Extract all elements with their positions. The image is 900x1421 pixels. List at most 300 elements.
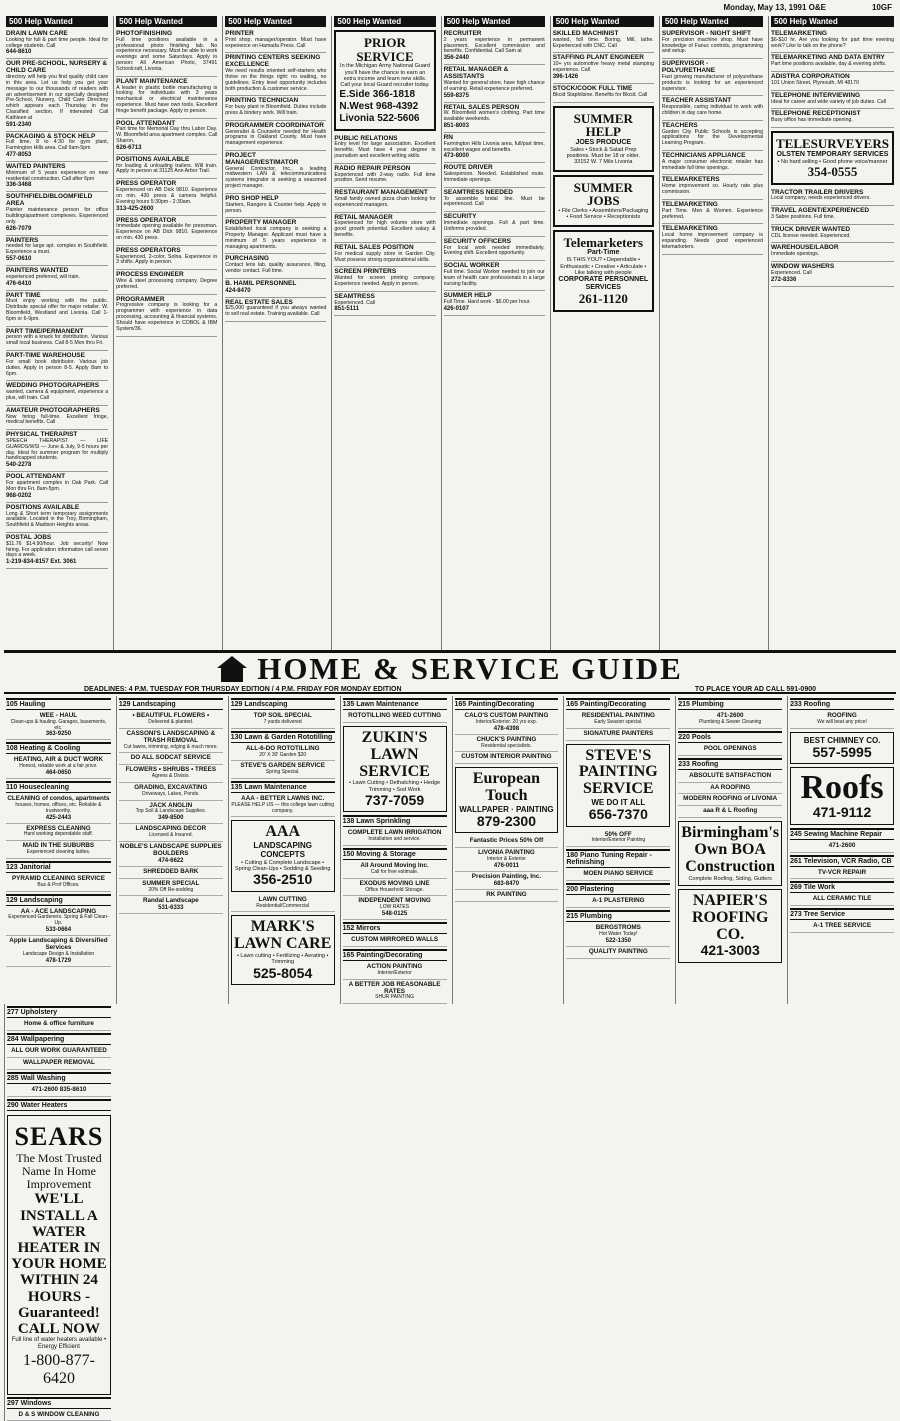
display-ad <box>231 915 335 985</box>
listing-text: Driveways, Lakes, Ponds. <box>142 790 200 797</box>
classified-ad <box>6 236 108 266</box>
display-ad <box>334 30 435 131</box>
classified-ad <box>116 246 217 270</box>
service-listing <box>6 936 111 967</box>
display-ad-subhead: JOES PRODUCE <box>575 138 632 146</box>
ad-body: Experienced with 2-way radio. Full time position. Send resume. <box>334 171 436 184</box>
classified-ad <box>444 261 545 291</box>
ad-body: 3 Sabre positions. Full time. <box>771 214 836 221</box>
ad-body: Wanted for general store, have high chance of earning. Retail experience preferred. <box>443 79 545 92</box>
service-listing <box>790 711 894 729</box>
listing-text: houses, homes, offices, etc. Reliable & trustworthy. <box>15 802 102 814</box>
classified-ad <box>444 188 545 212</box>
service-listing <box>790 921 894 933</box>
display-ad-text: • Cutting & Complete Landscape • Spring Clean-Ups • Sodding & Seeding <box>234 859 331 872</box>
ad-title: PRINTER <box>225 30 254 37</box>
ad-body: needed for large apt. complex in Southfield. Experience a must. <box>6 243 109 256</box>
ad-body: Experienced, 2-color, Solna. Experience in 3 shifts. Apply in person. <box>116 253 218 266</box>
display-ad <box>678 889 782 963</box>
ad-body: Print shop, manager/operator. Must have experience on Hamada Press. Call <box>225 36 327 49</box>
classified-ad <box>553 29 654 53</box>
classified-ad <box>334 267 435 291</box>
service-listing <box>6 824 111 842</box>
listing-name: LANDSCAPING DECOR <box>135 825 207 833</box>
classified-ad <box>444 291 545 316</box>
listing-phone: 474-6622 <box>158 857 184 864</box>
category-heading: 261 Television, VCR Radio, CB <box>790 855 894 867</box>
ad-phone: 559-8375 <box>443 92 469 99</box>
classified-ad <box>225 194 326 218</box>
classified-ad <box>225 298 326 322</box>
listing-phone: 478-4398 <box>493 725 520 732</box>
display-ad-headline: MARK'S LAWN CARE <box>234 918 332 953</box>
ad-body: 2 years experience in permanent placement. Excellent commission and benefits. Confidential. Call Sam at <box>443 36 545 55</box>
display-ad-phone: 879-2300 <box>476 813 537 830</box>
listing-text: Interior/Exterior Painting <box>591 837 646 844</box>
service-listing <box>566 830 670 848</box>
ad-title: POSITIONS AVAILABLE <box>116 155 190 163</box>
ad-phone: 591-2340 <box>6 121 32 128</box>
house-icon <box>217 656 247 682</box>
listing-name: CLEANING of condos, apartments <box>7 795 110 803</box>
display-ad-headline: Birmingham's Own BOA Construction <box>681 824 780 875</box>
listing-phone: 425-2443 <box>45 814 72 821</box>
listing-text: Honest, reliable work at a fair price. <box>19 763 98 770</box>
listing-name: EXODUS MOVING LINE <box>359 879 430 887</box>
ad-body: Now hiring full-time. Excellent fringe, medical benefits. Call <box>6 413 109 426</box>
listing-name: aaa R & L Roofing <box>703 807 758 815</box>
classified-ad <box>662 200 763 224</box>
classified-ad <box>662 224 763 254</box>
display-ad-text: • Lawn cutting • Fertilizing • Aerating • Trimming <box>236 952 329 966</box>
classified-ad <box>553 84 654 103</box>
ad-phone: 424-8470 <box>225 287 251 294</box>
listing-name: Randal Landscape <box>142 897 199 905</box>
classified-ad <box>444 133 545 163</box>
ad-body: directory will help you find quality child care in this area. Let us help you get your message to our thousands of readers with an advertisement in our specially designed Pre-School, Nursery, Child Care Directory which appears each Thursday in the Classified section. If interested Call Kathleen at <box>6 74 109 121</box>
listing-name: CALO'S CUSTOM PAINTING <box>464 712 549 719</box>
listing-text: Spring Special. <box>265 769 300 776</box>
listing-phone: 349-8500 <box>158 815 184 822</box>
service-listing <box>119 729 223 754</box>
service-listing <box>119 783 223 801</box>
listing-name: LAWN CUTTING <box>258 895 307 903</box>
service-listing <box>678 806 782 818</box>
service-listing <box>119 753 223 765</box>
guide-title-row <box>4 653 896 684</box>
ad-body: General Contractor, Inc., a leading midwestern LAN & telecommunications systems integrator is seeking a seasoned project manager. <box>225 165 327 190</box>
category-heading: 152 Mirrors <box>343 922 447 934</box>
service-listing <box>566 729 670 741</box>
listing-text: Installation and service. <box>368 836 421 843</box>
listing-name: 471-2600 835-8610 <box>31 1085 87 1093</box>
listing-text: Bus & Prof Offices. <box>37 881 80 888</box>
ad-phone: 968-0202 <box>6 492 32 499</box>
classified-ad <box>6 162 108 192</box>
ad-title: TELEMARKETING <box>661 225 718 233</box>
classified-ad <box>6 266 108 291</box>
ad-title: RADIO REPAIR PERSON <box>334 164 411 172</box>
classified-ad <box>771 225 894 244</box>
listing-phone: 478-1729 <box>45 957 72 964</box>
service-listing <box>343 828 447 846</box>
display-ad-text: Complete Roofing, Siding, Gutters <box>688 875 772 882</box>
classified-ad <box>225 121 326 151</box>
service-listing <box>678 783 782 795</box>
classified-ad <box>6 406 108 430</box>
ad-body: Experienced. Call <box>334 299 376 306</box>
listing-name: A-1 PLASTERING <box>592 897 645 905</box>
service-listing <box>6 874 111 892</box>
ad-title: B. HAMIL PERSONNEL <box>225 279 297 287</box>
listing-name: MODERN ROOFING of LIVONIA <box>683 795 778 803</box>
help-wanted-column <box>331 16 437 650</box>
listing-name: A-1 TREE SERVICE <box>813 922 872 930</box>
listing-name: ALL-6-DO ROTOTILLING <box>245 744 320 752</box>
display-ad-headline: NAPIER'S ROOFING CO. <box>691 891 769 943</box>
listing-name: POOL OPENINGS <box>703 744 757 752</box>
help-wanted-column <box>113 16 219 650</box>
category-heading: 123 Janitorial <box>6 861 111 873</box>
ad-title: PROJECT MANAGER/ESTIMATOR <box>225 152 299 166</box>
listing-name: ROTOTILLING WEED CUTTING <box>348 712 442 719</box>
ad-title: PRESS OPERATOR <box>116 180 177 188</box>
service-listing <box>7 1410 111 1421</box>
category-heading: 165 Painting/Decorating <box>455 698 559 710</box>
display-ad-subhead: Part-Time <box>587 249 620 257</box>
ad-title: SEAMTRESS <box>334 292 375 300</box>
display-ad-phone: 525-8054 <box>253 964 313 981</box>
ad-phone: 476-6410 <box>6 280 32 287</box>
column-heading: 500 Help Wanted <box>116 16 217 27</box>
sears-logo: SEARS <box>14 1121 104 1151</box>
listing-name: WALLPAPER REMOVAL <box>23 1059 95 1067</box>
category-heading: 135 Lawn Maintenance <box>343 698 447 710</box>
ad-body: Long & Short term temporary assignments available. Located in the Troy, Birmingham, Southfield & Madison Heights areas. <box>6 510 109 529</box>
ad-body: Home improvement co. Hourly rate plus commission. <box>661 183 763 196</box>
classified-ad <box>6 132 108 162</box>
classified-ad <box>6 430 108 472</box>
ad-title: PROCESS ENGINEER <box>116 271 184 279</box>
ad-title: PURCHASING <box>225 255 269 263</box>
listing-name: ABSOLUTE SATISFACTION <box>689 771 772 779</box>
category-heading: 284 Wallpapering <box>7 1033 111 1045</box>
display-ad-text: IS THIS YOU? • Dependable • Enthusiastic • Creative • Articulate • Like talking with people <box>560 257 647 276</box>
ad-body: Generalist & Counselor needed for Health programs in Oakland County. Must have management experience. <box>225 128 327 147</box>
ad-body: Looking for full & part time people. Ideal for college students. Call <box>6 36 109 49</box>
category-heading: 273 Tree Service <box>790 908 894 920</box>
column-heading: 500 Help Wanted <box>771 16 894 27</box>
display-ad <box>771 131 894 185</box>
ad-title: PRO SHOP HELP <box>225 194 279 202</box>
ad-phone: 272-8336 <box>771 276 797 283</box>
ad-phone: 626-7079 <box>6 225 32 232</box>
category-heading: 105 Hauling <box>6 698 111 710</box>
edition-date: Monday, May 13, 1991 O&E <box>723 3 826 12</box>
ad-body: A major consumer electronic retailer has immediate full time openings. <box>661 158 763 171</box>
display-ad-headline: European Touch <box>472 770 541 805</box>
listing-name: TOP SOIL SPECIAL <box>253 712 312 719</box>
service-listing <box>231 794 335 817</box>
ad-phone: 1-219-834-8157 Ext. 3061 <box>6 559 77 566</box>
ad-body: Part time positions available, day & evening shifts. <box>771 61 887 68</box>
display-ad-headline: TELESURVEYERS <box>776 135 889 151</box>
listing-phone: 522-1350 <box>605 937 631 944</box>
category-heading: 215 Plumbing <box>678 698 782 710</box>
service-listing <box>343 935 447 947</box>
listing-name: QUALITY PAINTING <box>588 947 648 955</box>
ad-title: SECURITY OFFICERS <box>443 237 511 245</box>
category-heading: 150 Moving & Storage <box>343 848 447 860</box>
ad-body: Experienced for high volume store with good growth potential. Excellent salary & benefits. <box>334 220 436 239</box>
listing-name: JACK ANGLIN <box>149 801 193 809</box>
ad-body: Full time positions available in a professional photo finishing lab. No experience necessary. Must be able to work evenings and some Saturdays. Apply in person: All American Photo, 37491 Schoolcraft, Livonia. <box>116 36 218 72</box>
category-heading: 165 Painting/Decorating <box>566 698 670 710</box>
classified-ad <box>771 243 894 262</box>
ad-body: 101 Union Street, Plymouth, MI 48170 <box>771 79 859 86</box>
category-heading: 297 Windows <box>7 1397 111 1409</box>
display-ad-text: In the Michigan Army National Guard you'll have the chance to earn an extra income and learn new skills. Call your local Guard recruiter today. <box>340 63 430 89</box>
service-listing <box>455 848 559 872</box>
listing-text: Delivered & planted. <box>148 718 194 725</box>
ad-title: POOL ATTENDANT <box>116 119 176 127</box>
ad-title: SOCIAL WORKER <box>443 262 500 270</box>
ad-title: POOL ATTENDANT <box>6 473 66 481</box>
service-listing <box>566 923 670 947</box>
ad-title: PLANT MAINTENANCE <box>116 77 188 85</box>
ad-body: Part time for Memorial Day thru Labor Day. W. Bloomfield area apartment complex. Call Sharon. <box>116 126 218 144</box>
classified-ad <box>334 213 435 243</box>
classified-ad <box>225 254 326 278</box>
column-heading: 500 Help Wanted <box>6 16 108 27</box>
display-ad-headline: AAA <box>265 823 301 841</box>
display-ad-subhead: WALLPAPER · PAINTING <box>459 804 554 814</box>
ad-body: Painter maintenance person for office building/apartment complexes. Experienced only. <box>6 207 109 225</box>
ad-title: PROPERTY MANAGER <box>225 219 297 227</box>
listing-text: Cut lawns, trimming, edging & much more. <box>123 743 218 750</box>
listing-text: Experienced Gardeners. Spring & Fall Clean-Up. <box>8 914 109 927</box>
ad-body: Small family owned pizza chain looking for experienced managers. <box>334 196 436 208</box>
service-guide-column <box>563 696 672 1004</box>
ad-body: person with a knack for distribution. Various small local business. Call 8-5 Mon thru Fri. <box>6 334 109 347</box>
service-listing <box>7 1058 111 1070</box>
service-listing <box>455 872 559 890</box>
service-listing <box>678 771 782 783</box>
service-guide-column <box>4 1004 113 1421</box>
listing-text: Experienced cleaning ladies. <box>26 849 91 856</box>
ad-body: Busy office has immediate opening. <box>771 117 853 124</box>
display-ad-phone: N.West 968-4392 <box>339 100 419 112</box>
ad-body: Local home improvement company is expanding. Needs good experienced telemarketers. <box>661 232 763 250</box>
listing-name: 471-2600 <box>716 712 744 719</box>
display-ad-headline: ZUKIN'S LAWN SERVICE <box>359 728 430 780</box>
listing-name: GRADING, EXCAVATING <box>134 783 208 791</box>
sears-call-now: CALL NOW <box>17 1320 100 1337</box>
page-number: 10GF <box>871 3 892 12</box>
display-ad-subhead: WE DO IT ALL <box>591 797 646 807</box>
ad-title: SUMMER HELP <box>443 292 492 300</box>
ad-title: PRINTING TECHNICIAN <box>225 97 299 105</box>
category-heading: 180 Piano Tuning Repair - Refinishing <box>566 849 670 868</box>
ad-title: SCREEN PRINTERS <box>334 268 397 276</box>
listing-text: Landscape Design & Installation <box>22 950 95 957</box>
listing-phone: 531-6333 <box>158 905 184 912</box>
listing-text: Top Soil & Landscape Supplies. <box>135 808 206 815</box>
service-listing <box>455 711 559 735</box>
display-ad-phone: 737-7059 <box>364 791 425 808</box>
service-listing <box>7 1085 111 1097</box>
listing-text: PLEASE HELP US — this college lawn cutting company. <box>231 801 335 814</box>
display-ad <box>566 744 670 827</box>
display-ad-headline: SUMMER JOBS <box>573 179 633 209</box>
home-service-guide-banner <box>4 650 896 694</box>
ad-title: REAL ESTATE SALES <box>225 298 293 306</box>
service-guide-column <box>228 696 337 1004</box>
sears-water-heater-ad <box>7 1115 111 1395</box>
ad-title: TELEMARKETING AND DATA ENTRY <box>771 54 885 62</box>
ad-body: Farmington Hills Livonia area, full/part time, excellent wages and benefits. <box>443 140 545 153</box>
display-ad-text: • Lawn Cutting • Dethatching • Hedge Trimming • Sod Work <box>349 780 441 793</box>
guide-title: HOME & SERVICE GUIDE <box>257 651 683 686</box>
classified-ad <box>225 279 326 298</box>
ad-phone: 477-8053 <box>6 152 32 158</box>
ad-title: AMATEUR PHOTOGRAPHERS <box>6 406 100 414</box>
ad-title: RN <box>443 133 453 141</box>
ad-title: WEDDING PHOTOGRAPHERS <box>6 382 100 390</box>
classified-ad <box>662 175 763 199</box>
ad-title: TELEMARKETING <box>661 200 718 208</box>
ad-title: WAREHOUSE/LABOR <box>771 244 839 252</box>
service-listing <box>119 896 223 914</box>
listing-text: Agrees & Divisio. <box>151 773 190 780</box>
ad-phone: 426-0107 <box>443 306 469 312</box>
display-ad <box>455 767 559 833</box>
ad-body: Minimum of 5 years experience on new residential construction. Call after 6pm <box>6 169 109 182</box>
classified-ad <box>444 29 545 65</box>
listing-name: ACTION PAINTING <box>366 962 423 970</box>
service-listing <box>6 907 111 936</box>
classified-ad <box>225 96 326 120</box>
service-listing <box>119 711 223 729</box>
service-listing <box>343 711 447 723</box>
classified-ad <box>771 72 894 91</box>
display-ad-phone: 354-0555 <box>807 163 858 179</box>
service-listing <box>790 841 894 853</box>
listing-text: 20' X 30' Garden $20 <box>259 751 307 758</box>
ad-title: WINDOW WASHERS <box>771 263 835 271</box>
classified-ad <box>771 53 894 72</box>
service-listing <box>7 1046 111 1058</box>
listing-name: LIVONIA PAINTING <box>478 849 535 857</box>
service-guide-column <box>4 696 113 1004</box>
listing-name: MAID IN THE SUBURBS <box>22 842 95 850</box>
service-listing <box>119 842 223 867</box>
classified-ad <box>662 96 763 120</box>
ad-title: TELEMARKETING <box>771 30 827 37</box>
service-listing <box>343 861 447 879</box>
listing-text: 7 yards delivered <box>263 718 302 725</box>
ad-title: SEAMTRESS NEEDED <box>443 188 513 196</box>
service-listing <box>678 744 782 756</box>
ad-body: For small book distributor. Various job duties. Apply in person 8-5. Apply 8am to 6pm. <box>6 358 109 377</box>
display-ad-text: • File Clerks • Assemblers/Packaging • Food Service • Receptionists <box>558 208 649 221</box>
ad-body: Contact lens lab, quality assurance, filing, vendor contact. Full time. <box>225 262 327 274</box>
ad-body: Immediate openings. Full & part time. Uniforms provided. <box>443 220 545 232</box>
classified-ad <box>6 533 108 569</box>
listing-name: DO ALL SODCAT SERVICE <box>130 754 211 762</box>
ad-title: POSTAL JOBS <box>6 533 52 541</box>
display-ad-phone: 356-2510 <box>253 871 313 888</box>
listing-name: D & S WINDOW CLEANING <box>18 1410 100 1418</box>
category-heading: 135 Lawn Maintenance <box>231 781 335 793</box>
service-listing <box>678 711 782 729</box>
ad-phone: 313-425-2600 <box>116 205 154 212</box>
classified-ad <box>771 29 894 53</box>
listing-name: 50% OFF <box>604 830 632 838</box>
listing-text: Hot Water Today! <box>599 931 638 937</box>
service-guide-column <box>675 696 784 1004</box>
category-heading: 220 Pools <box>678 731 782 743</box>
service-listing <box>343 962 447 980</box>
guide-deadlines: DEADLINES: 4 P.M. TUESDAY FOR THURSDAY EDITION / 4 P.M. FRIDAY FOR MONDAY EDITION <box>84 686 402 693</box>
ad-body: Garden City Public Schools is accepting applications for the Developmental Learning Program. <box>661 128 763 147</box>
guide-place-ad: TO PLACE YOUR AD CALL 591-0900 <box>694 686 816 693</box>
display-ad <box>790 732 894 765</box>
ad-title: STOCK/COOK FULL TIME <box>552 84 633 92</box>
service-listing <box>343 879 447 897</box>
ad-title: SECURITY <box>443 213 477 221</box>
listing-name: ROOFING <box>827 712 857 719</box>
classified-ad <box>116 155 217 179</box>
ad-title: TEACHER ASSISTANT <box>661 97 732 105</box>
listing-phone: 533-0664 <box>45 926 72 933</box>
category-heading: 277 Upholstery <box>7 1006 111 1018</box>
ad-body: We need results oriented self-starters who thrive on the things right: no waiting, no guidelines. Entry level opportunity includes both production & customer service. <box>225 68 327 92</box>
ad-body: wanted, camera & equipment, experience a plus, will train. Call <box>6 389 109 401</box>
ad-body: Progressive company is looking for a programmer with experience in data processing, accounting & financial systems. Should have experience in COBOL & IBM System/36. <box>116 302 218 332</box>
ad-phone: 644-8610 <box>6 49 32 56</box>
listing-text: Residential specialists. <box>481 742 532 749</box>
classified-ad <box>6 29 108 59</box>
listing-text: Call for free estimate. <box>370 868 419 875</box>
listing-text: Licensed & Insured. <box>148 832 193 839</box>
ad-phone: 540-2278 <box>6 462 32 469</box>
sears-tagline: The Most Trusted Name In Home Improvement <box>16 1150 102 1192</box>
classified-ad <box>6 503 108 533</box>
service-listing <box>231 895 335 913</box>
listing-name: PYRAMID CLEANING SERVICE <box>11 874 105 882</box>
ad-title: PART TIME <box>6 291 41 299</box>
ad-body: 10+ yrs automotive heavy metal stamping experience. Call <box>552 61 654 74</box>
ad-body: experienced preferred, will train. <box>6 273 80 280</box>
ad-body: Full time. Social Worker needed to join our team of health care professionals in a large nursing facility. <box>443 268 545 287</box>
service-listing <box>343 896 447 920</box>
listing-name: SHREDDED BARK <box>143 867 199 875</box>
service-guide-section <box>4 696 896 1418</box>
ad-title: PAINTERS <box>6 236 39 244</box>
display-ad <box>343 726 447 812</box>
display-ad-phone: Livonia 522-5606 <box>339 112 420 124</box>
display-ad-text: Sales • Stock & Salad Prep positions. Must be 18 or older. <box>566 146 640 160</box>
listing-name: Fantastic Prices 50% Off <box>469 837 544 845</box>
ad-phone: 356-2440 <box>443 55 469 62</box>
classified-ad <box>6 381 108 405</box>
ad-title: PRESS OPERATOR <box>116 216 177 224</box>
category-heading: 215 Plumbing <box>566 910 670 922</box>
service-listing <box>455 836 559 848</box>
ad-body: Experienced on AB Dick 9810. Experience on min. 430 press & camera helpful. Evening hours 5:30pm - 2:30am. <box>116 187 218 205</box>
service-listing <box>343 980 447 1005</box>
